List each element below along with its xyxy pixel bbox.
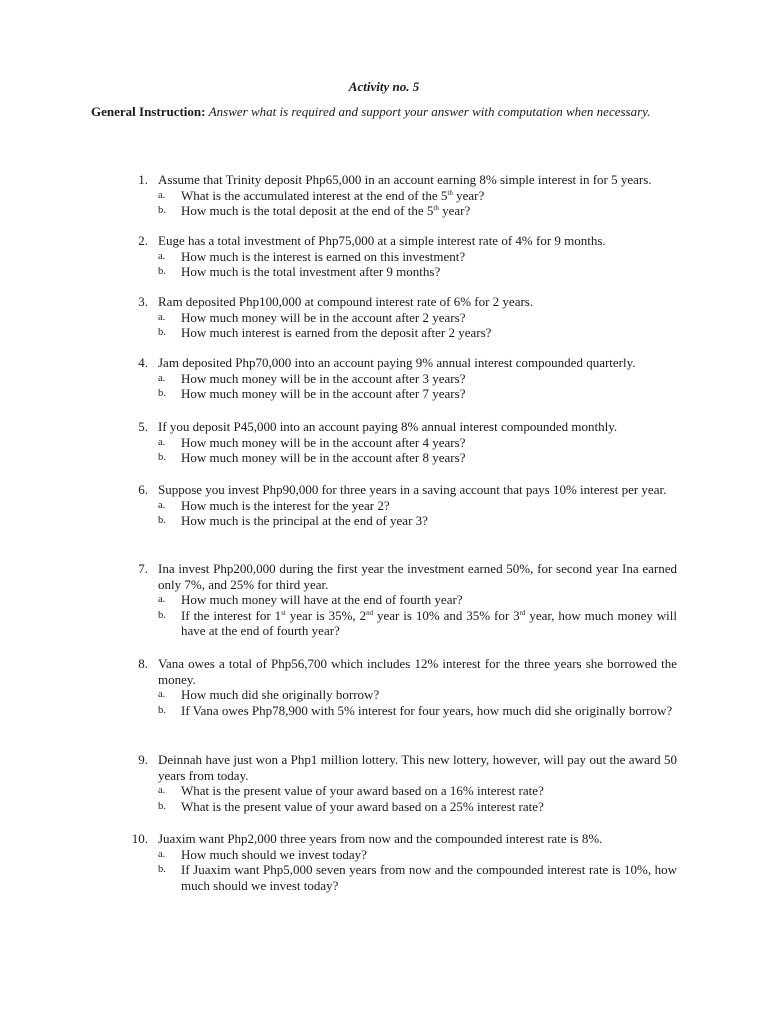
- sub-question-letter: b.: [158, 327, 166, 338]
- sub-question-letter: b.: [158, 266, 166, 277]
- sub-question-text: How much is the interest is earned on this investment?: [181, 248, 466, 264]
- question-text: Ram deposited Php100,000 at compound interest rate of 6% for 2 years.: [158, 294, 534, 309]
- general-instruction: [91, 104, 677, 120]
- question-number: 5.: [138, 419, 148, 434]
- sub-question-text: How much money will be in the account after 8 years?: [181, 450, 466, 465]
- question-text: If you deposit P45,000 into an account paying 8% annual interest compounded monthly.: [158, 419, 618, 434]
- ordinal-suffix: st: [281, 608, 286, 617]
- sub-question-letter: b.: [158, 800, 166, 812]
- ordinal-suffix: th: [447, 188, 453, 197]
- sub-question-text: What is the present value of your award based on a 16% interest rate?: [181, 783, 544, 798]
- sub-question-text: How much interest is earned from the deposit after 2 years?: [181, 325, 492, 340]
- question-text: Assume that Trinity deposit Php65,000 in an account earning 8% simple interest in for 5 years.: [158, 172, 652, 187]
- sub-question-text: How much money will be in the account after 4 years?: [181, 434, 466, 450]
- sub-question-letter: a.: [158, 594, 166, 605]
- question-text: Juaxim want Php2,000 three years from now and the compounded interest rate is 8%.: [158, 831, 603, 846]
- sub-question-text: If the interest for 1st year is 35%, 2nd year is 10% and 35% for 3rd year, how much money will have at the end of fourth year?: [181, 607, 677, 638]
- question-text: Euge has a total investment of Php75,000 at a simple interest rate of 4% for 9 months.: [158, 233, 606, 248]
- sub-question-letter: a.: [158, 499, 166, 511]
- sub-question-text: How much money will have at the end of fourth year?: [181, 592, 463, 607]
- ordinal-suffix: nd: [366, 608, 374, 617]
- sub-question-letter: a.: [158, 785, 166, 796]
- sub-question-text: How much should we invest today?: [181, 846, 367, 862]
- sub-question-text: What is the present value of your award based on a 25% interest rate?: [181, 798, 544, 814]
- question-number: 3.: [138, 294, 148, 309]
- sub-question-letter: b.: [158, 388, 166, 399]
- page-title: Activity no. 5: [348, 79, 420, 94]
- sub-question-letter: b.: [158, 515, 166, 526]
- question-text: Deinnah have just won a Php1 million lottery. This new lottery, however, will pay out the award 50 years from today.: [158, 752, 677, 783]
- ordinal-suffix: th: [433, 204, 439, 212]
- question-text: Suppose you invest Php90,000 for three years in a saving account that pays 10% interest per year.: [158, 482, 667, 497]
- question-number: 10.: [131, 831, 148, 846]
- question-number: 9.: [138, 752, 148, 767]
- sub-question-letter: b.: [158, 704, 166, 716]
- sub-question-letter: b.: [158, 864, 166, 875]
- sub-question-letter: a.: [158, 848, 166, 860]
- sub-question-letter: b.: [158, 452, 166, 463]
- sub-question-letter: a.: [158, 250, 166, 262]
- sub-question-text: What is the accumulated interest at the end of the 5th year?: [181, 187, 485, 203]
- question-text: Vana owes a total of Php56,700 which includes 12% interest for the three years she borrowed the money.: [158, 656, 677, 687]
- sub-question-text: How much is the total deposit at the end of the 5th year?: [181, 203, 471, 218]
- question-number: 8.: [138, 656, 148, 671]
- sub-question-letter: a.: [158, 436, 166, 448]
- sub-question-text: How much is the principal at the end of year 3?: [181, 513, 428, 528]
- sub-question-text: How much money will be in the account after 7 years?: [181, 386, 466, 401]
- sub-question-text: If Juaxim want Php5,000 seven years from now and the compounded interest rate is 10%, how much should we invest today?: [181, 862, 677, 893]
- question-number: 6.: [138, 482, 148, 497]
- sub-question-text: If Vana owes Php78,900 with 5% interest for four years, how much did she originally borrow?: [181, 702, 673, 718]
- sub-question-text: How much is the total investment after 9 months?: [181, 264, 441, 279]
- ordinal-suffix: rd: [519, 608, 526, 617]
- instruction-text: Answer what is required and support your answer with computation when necessary.: [208, 104, 651, 119]
- question-text: Ina invest Php200,000 during the first year the investment earned 50%, for second year Ina earned only 7%, and 25% for third year.: [158, 561, 677, 592]
- sub-question-letter: a.: [158, 189, 166, 201]
- sub-question-text: How much money will be in the account after 3 years?: [181, 370, 466, 386]
- sub-question-text: How much is the interest for the year 2?: [181, 497, 390, 513]
- sub-question-text: How much did she originally borrow?: [181, 687, 380, 702]
- sub-question-letter: b.: [158, 609, 166, 621]
- sub-question-letter: a.: [158, 372, 166, 384]
- sub-question-letter: b.: [158, 205, 166, 216]
- question-number: 1.: [138, 172, 148, 187]
- instruction-label: General Instruction:: [91, 104, 206, 119]
- question-text: Jam deposited Php70,000 into an account paying 9% annual interest compounded quarterly.: [158, 355, 636, 370]
- question-number: 4.: [138, 355, 148, 370]
- question-number: 2.: [138, 233, 148, 248]
- sub-question-letter: a.: [158, 689, 166, 700]
- sub-question-text: How much money will be in the account after 2 years?: [181, 309, 466, 325]
- question-number: 7.: [138, 561, 148, 576]
- sub-question-letter: a.: [158, 311, 166, 323]
